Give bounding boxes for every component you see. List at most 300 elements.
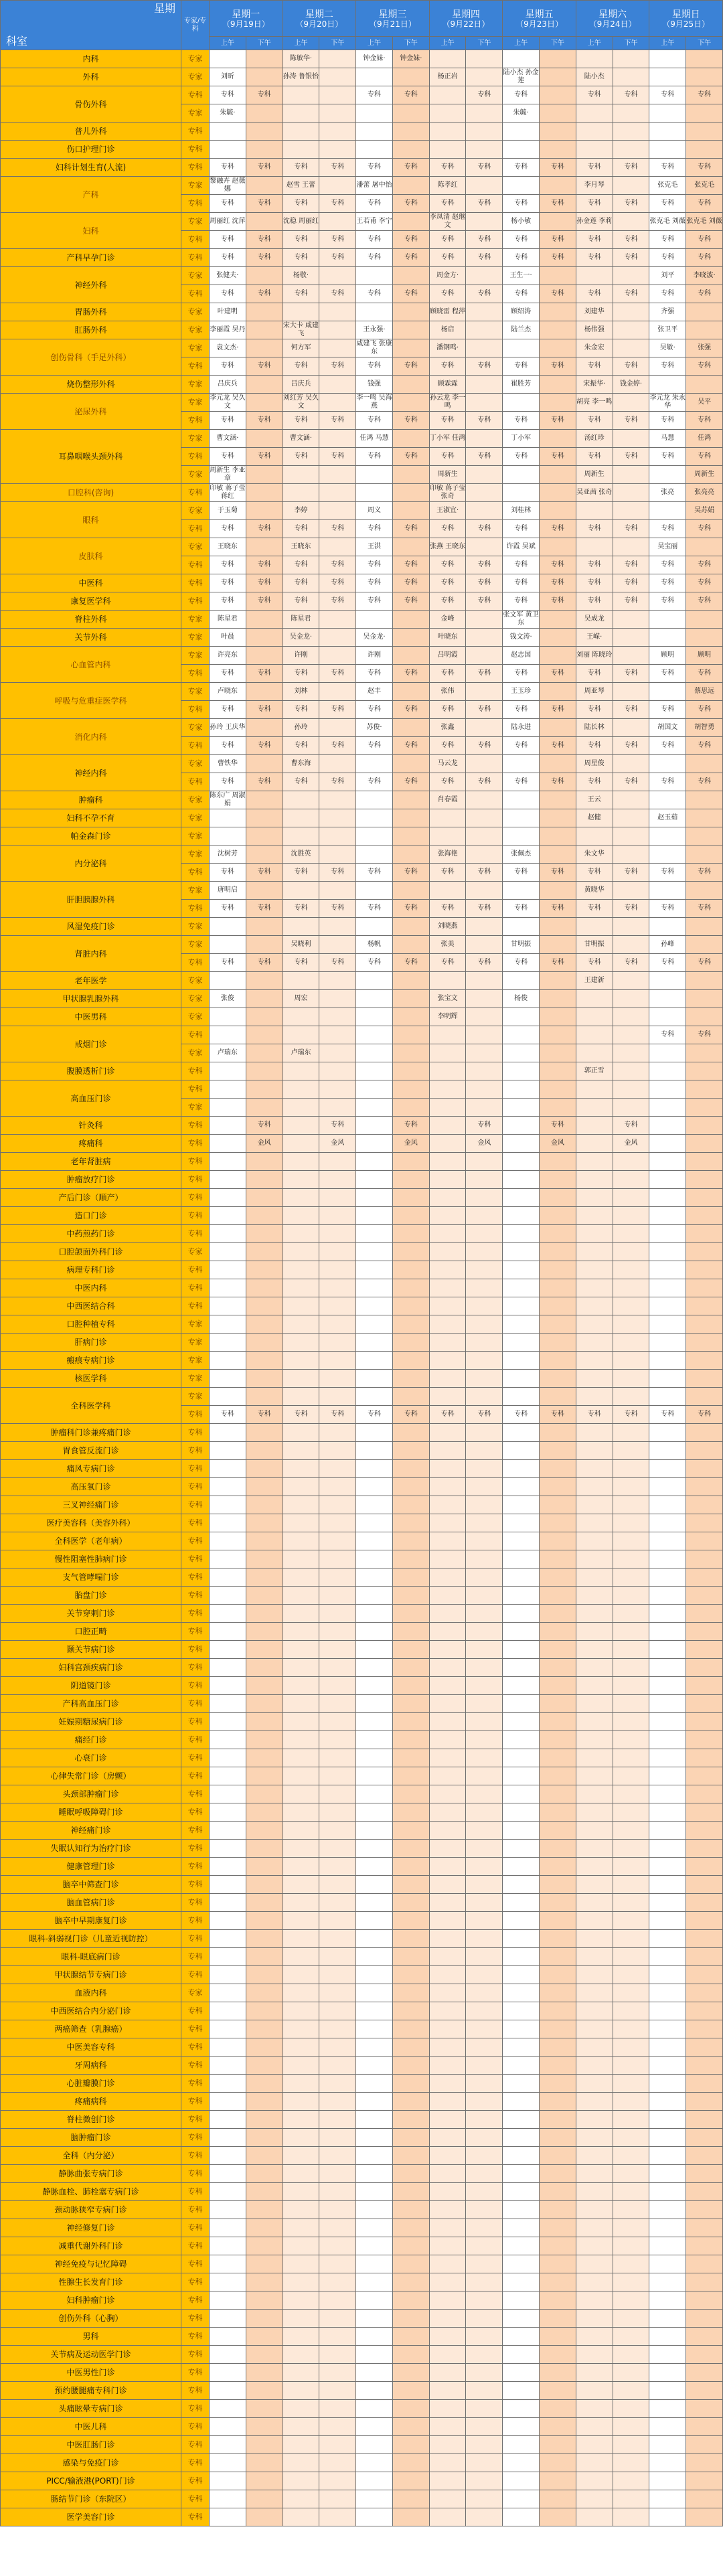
pm-slot-cell: 专科 [466,556,503,574]
pm-slot-cell [466,376,503,394]
am-slot-cell [429,1297,466,1315]
pm-slot-cell [319,1062,356,1080]
pm-slot-cell: 专科 [466,86,503,104]
pm-slot-cell [392,1623,429,1641]
schedule-row [1,2364,723,2382]
level-cell: 专科 [181,1550,210,1568]
am-slot-cell [356,1207,393,1225]
am-slot-cell [356,990,393,1008]
am-slot-cell [283,484,319,502]
pm-slot-cell [246,1243,283,1261]
level-cell: 专科 [181,2237,210,2255]
am-slot-cell: 专科 [649,412,686,430]
pm-slot-cell [540,1641,576,1659]
am-slot-cell [356,2183,393,2201]
am-slot-cell: 专科 [210,448,246,466]
pm-slot-cell [392,1858,429,1876]
pm-slot-cell [319,1785,356,1803]
pm-slot-cell [246,2490,283,2508]
pm-slot-cell [540,1062,576,1080]
pm-slot-cell [319,1153,356,1171]
level-cell: 专科 [181,285,210,303]
am-slot-cell [649,1062,686,1080]
am-slot-cell: 印敏 蒋子莹 蒋红 [210,484,246,502]
am-slot-cell: 专科 [649,1406,686,1424]
am-slot-cell [649,1659,686,1677]
schedule-row [1,755,723,773]
am-slot-cell: 专科 [429,159,466,177]
am-slot-cell [210,1948,246,1966]
dept-name-cell: 全科医学（老年病） [1,1532,181,1550]
pm-slot-cell [319,2273,356,2291]
pm-slot-cell [686,1840,723,1858]
am-slot-cell [576,2364,613,2382]
am-slot-cell [649,1605,686,1623]
am-slot-cell: 专科 [503,195,540,213]
level-cell: 专科 [181,701,210,719]
am-slot-cell [503,2002,540,2020]
dept-name-cell: 老年医学 [1,972,181,990]
level-cell: 专科 [181,1026,210,1044]
am-slot-cell [283,2057,319,2075]
pm-slot-cell [246,2075,283,2093]
pm-slot-cell: 张克毛 刘薇 [686,213,723,231]
pm-slot-cell [540,1153,576,1171]
am-slot-cell [576,1135,613,1153]
schedule-row [1,2472,723,2490]
am-slot-cell [210,1442,246,1460]
schedule-row [1,2147,723,2165]
level-cell: 专科 [181,2165,210,2183]
am-slot-cell [210,2490,246,2508]
am-slot-cell [649,791,686,809]
schedule-row [1,376,723,394]
am-slot-cell [283,1677,319,1695]
pm-slot-cell [466,2129,503,2147]
schedule-row [1,2057,723,2075]
am-slot-cell [283,1424,319,1442]
schedule-row [1,972,723,990]
am-slot-cell [649,1117,686,1135]
pm-slot-cell [613,1858,649,1876]
am-slot-cell: 沈稳 周丽红 [283,213,319,231]
pm-slot-cell: 专科 [392,195,429,213]
am-slot-cell [503,1785,540,1803]
am-slot-cell: 杨小敏 [503,213,540,231]
am-slot-cell [503,1532,540,1550]
am-slot-cell [356,2219,393,2237]
am-slot-cell [210,1189,246,1207]
dept-name-cell: 风湿免疫门诊 [1,918,181,936]
am-slot-cell [576,267,613,285]
am-slot-cell [503,2328,540,2346]
am-slot-cell: 张伟 [429,683,466,701]
am-slot-cell [503,1352,540,1370]
am-slot-cell [503,1568,540,1587]
pm-slot-cell [246,321,283,339]
am-slot-cell [649,1352,686,1370]
am-slot-cell [283,2075,319,2093]
pm-slot-cell: 专科 [686,520,723,538]
schedule-row [1,1822,723,1840]
pm-slot-cell [319,2237,356,2255]
level-cell: 专家 [181,755,210,773]
am-slot-cell [283,1442,319,1460]
am-slot-cell [283,1153,319,1171]
pm-slot-cell [466,1984,503,2002]
pm-slot-cell [392,2237,429,2255]
pm-slot-cell [686,846,723,864]
pm-slot-cell: 专科 [613,574,649,592]
am-slot-cell: 胡国文 [649,719,686,737]
am-slot-cell [503,1840,540,1858]
level-cell: 专家 [181,104,210,123]
pm-slot-cell [392,719,429,737]
pm-slot-cell [392,2057,429,2075]
am-slot-cell: 陈敏华· [283,50,319,68]
am-slot-cell: 宋振华· [576,376,613,394]
pm-slot-cell: 专科 [613,412,649,430]
pm-slot-cell [392,2201,429,2219]
pm-slot-cell [246,339,283,357]
pm-slot-cell: 专科 [246,448,283,466]
pm-slot-cell: 专科 [686,701,723,719]
am-slot-cell [429,2093,466,2111]
am-slot-cell [356,1912,393,1930]
am-slot-cell [649,1135,686,1153]
pm-slot-cell [319,2490,356,2508]
am-slot-cell: 王淑宜· [429,502,466,520]
am-slot-cell: 吴金龙· [283,629,319,647]
am-slot-cell [576,123,613,141]
am-slot-cell: 李婷 [283,502,319,520]
pm-slot-cell [686,376,723,394]
am-slot-cell: 王建新 [576,972,613,990]
pm-slot-cell [466,2382,503,2400]
am-slot-cell [649,1822,686,1840]
am-slot-cell [356,1713,393,1731]
pm-slot-cell [466,2165,503,2183]
am-slot-cell [283,2508,319,2526]
am-slot-cell [210,1659,246,1677]
pm-slot-cell [392,502,429,520]
am-slot-cell: 王晓东 [283,538,319,556]
pm-slot-cell [540,2183,576,2201]
pm-slot-cell [246,538,283,556]
am-slot-cell [283,2273,319,2291]
schedule-row [1,159,723,177]
am-slot-cell: 赵志国 [503,647,540,665]
am-slot-cell: 沈胜英 [283,846,319,864]
pm-slot-cell [319,1858,356,1876]
pm-slot-cell [540,1550,576,1568]
pm-slot-cell [613,611,649,629]
am-slot-cell [210,2201,246,2219]
pm-slot-cell [466,1026,503,1044]
pm-slot-cell: 专科 [686,1406,723,1424]
am-slot-cell [283,1297,319,1315]
am-slot-cell: 许刚 [283,647,319,665]
pm-slot-cell [540,972,576,990]
am-slot-cell [503,2057,540,2075]
am-slot-cell: 专科 [503,159,540,177]
pm-slot-cell [319,719,356,737]
am-slot-cell [356,303,393,321]
am-slot-cell [649,1767,686,1785]
dept-name-cell: 中医美容专科 [1,2038,181,2057]
am-slot-cell [503,1243,540,1261]
level-cell: 专科 [181,484,210,502]
am-slot-cell: 专科 [503,1406,540,1424]
pm-slot-cell: 张克毛 [686,177,723,195]
pm-slot-cell [466,1713,503,1731]
pm-slot-cell [466,2002,503,2020]
am-slot-cell [649,1984,686,2002]
pm-slot-cell [466,1478,503,1496]
am-slot-cell [283,2129,319,2147]
am-slot-cell [356,2328,393,2346]
pm-slot-cell [466,2057,503,2075]
pm-slot-cell [246,1225,283,1243]
am-slot-cell [429,2328,466,2346]
pm-header: 下午 [246,37,283,50]
am-slot-cell [649,1243,686,1261]
am-slot-cell [356,2002,393,2020]
pm-slot-cell: 专科 [246,574,283,592]
pm-slot-cell [613,1496,649,1514]
am-slot-cell [283,882,319,900]
am-slot-cell [356,2201,393,2219]
pm-slot-cell [466,647,503,665]
am-slot-cell [210,1785,246,1803]
pm-slot-cell [686,1930,723,1948]
am-slot-cell [576,1912,613,1930]
pm-slot-cell [540,2436,576,2454]
pm-slot-cell [392,2364,429,2382]
dept-name-cell: 甲状腺乳腺外科 [1,990,181,1008]
pm-slot-cell [246,2038,283,2057]
am-slot-cell [576,1767,613,1785]
am-slot-cell: 马慧 [649,430,686,448]
schedule-row [1,1605,723,1623]
pm-slot-cell: 专科 [246,195,283,213]
pm-slot-cell [319,267,356,285]
pm-slot-cell [319,1948,356,1966]
level-cell: 专科 [181,412,210,430]
pm-slot-cell [540,2057,576,2075]
schedule-row [1,1532,723,1550]
level-cell: 专科 [181,2038,210,2057]
am-slot-cell [356,809,393,827]
dept-name-cell: 老年肾脏病 [1,1153,181,1171]
am-slot-cell: 专科 [429,900,466,918]
am-slot-cell [503,2472,540,2490]
am-slot-cell [503,1261,540,1279]
am-slot-cell [210,1532,246,1550]
am-slot-cell [649,918,686,936]
pm-slot-cell [319,918,356,936]
dept-name-cell: 神经内科 [1,755,181,791]
dept-name-cell: 痛经门诊 [1,1731,181,1749]
pm-slot-cell [392,267,429,285]
pm-header: 下午 [613,37,649,50]
am-slot-cell [356,2472,393,2490]
am-slot-cell [576,1587,613,1605]
am-slot-cell [576,918,613,936]
am-slot-cell [503,1008,540,1026]
pm-slot-cell [246,2328,283,2346]
am-slot-cell [503,2093,540,2111]
pm-slot-cell [466,538,503,556]
pm-slot-cell [466,1261,503,1279]
pm-slot-cell [319,1460,356,1478]
pm-slot-cell: 专科 [466,701,503,719]
pm-slot-cell [540,1514,576,1532]
pm-slot-cell [319,466,356,484]
am-slot-cell [283,1352,319,1370]
am-slot-cell [429,1279,466,1297]
am-slot-cell [576,1099,613,1117]
dept-name-cell: 口腔正畸 [1,1623,181,1641]
am-slot-cell: 李元龙 吴久文 [210,394,246,412]
schedule-row [1,2129,723,2147]
schedule-row [1,394,723,412]
pm-slot-cell [392,936,429,954]
pm-slot-cell [319,2129,356,2147]
am-slot-cell [649,1153,686,1171]
pm-slot-cell [686,1948,723,1966]
am-slot-cell: 吴敏· [649,339,686,357]
dept-name-cell: 中医男性门诊 [1,2364,181,2382]
pm-slot-cell [686,1894,723,1912]
am-slot-cell [576,1785,613,1803]
am-slot-cell [356,1243,393,1261]
pm-slot-cell: 专科 [466,231,503,249]
pm-slot-cell [466,1243,503,1261]
dept-name-cell: 全科（内分泌） [1,2147,181,2165]
pm-slot-cell [319,1334,356,1352]
pm-slot-cell [466,1605,503,1623]
am-slot-cell: 专科 [649,900,686,918]
pm-slot-cell [246,1062,283,1080]
dept-name-cell: 肝病门诊 [1,1334,181,1352]
am-slot-cell [576,2237,613,2255]
am-slot-cell [283,1261,319,1279]
pm-slot-cell [613,1966,649,1984]
pm-slot-cell [466,1568,503,1587]
am-slot-cell [210,1261,246,1279]
am-slot-cell: 曹文涵· [283,430,319,448]
am-slot-cell [649,104,686,123]
am-slot-cell [429,2273,466,2291]
pm-slot-cell [392,1171,429,1189]
pm-slot-cell [540,1388,576,1406]
pm-slot-cell: 专科 [613,285,649,303]
pm-slot-cell [246,1424,283,1442]
am-slot-cell [649,68,686,86]
pm-slot-cell: 专科 [613,737,649,755]
pm-slot-cell [246,50,283,68]
pm-slot-cell [686,538,723,556]
pm-slot-cell [540,1225,576,1243]
pm-slot-cell [540,538,576,556]
pm-slot-cell [686,1044,723,1062]
am-slot-cell: 专科 [649,285,686,303]
am-slot-cell: 金峰 [429,611,466,629]
am-slot-cell [429,2183,466,2201]
pm-slot-cell [246,1388,283,1406]
am-slot-cell [283,1767,319,1785]
am-slot-cell [503,1370,540,1388]
pm-slot-cell [319,1695,356,1713]
pm-slot-cell [392,1930,429,1948]
am-slot-cell [503,1099,540,1117]
am-slot-cell: 专科 [210,231,246,249]
am-slot-cell [210,2093,246,2111]
am-slot-cell [210,1966,246,1984]
am-slot-cell [283,1659,319,1677]
pm-slot-cell [246,1370,283,1388]
am-slot-cell [283,1966,319,1984]
pm-slot-cell [540,2291,576,2310]
am-slot-cell [283,2400,319,2418]
pm-slot-cell [246,502,283,520]
pm-slot-cell [319,1044,356,1062]
dept-name-cell: 普儿外科 [1,123,181,141]
dept-name-cell: 口腔科(咨询) [1,484,181,502]
pm-slot-cell [540,2075,576,2093]
pm-slot-cell [319,1370,356,1388]
level-header: 专家/专科 [181,1,210,50]
level-cell: 专科 [181,2400,210,2418]
am-slot-cell [283,1568,319,1587]
am-slot-cell: 张燕 王晓东 [429,538,466,556]
am-slot-cell [356,1297,393,1315]
am-slot-cell [576,1279,613,1297]
pm-slot-cell [686,1117,723,1135]
pm-slot-cell [319,1099,356,1117]
pm-slot-cell: 金风 [392,1135,429,1153]
am-slot-cell [356,1587,393,1605]
level-cell: 专科 [181,574,210,592]
level-cell: 专科 [181,2147,210,2165]
am-slot-cell [503,1189,540,1207]
am-slot-cell [503,791,540,809]
pm-slot-cell [246,1189,283,1207]
pm-slot-cell [540,1659,576,1677]
pm-slot-cell [246,1623,283,1641]
dept-name-cell: 头颈部肿瘤门诊 [1,1785,181,1803]
pm-slot-cell [540,1099,576,1117]
pm-slot-cell [392,972,429,990]
dept-name-cell: 脊柱外科 [1,611,181,629]
pm-slot-cell: 专科 [540,357,576,376]
am-slot-cell [283,1171,319,1189]
pm-slot-cell [466,430,503,448]
pm-slot-cell [319,2400,356,2418]
pm-slot-cell [540,791,576,809]
pm-slot-cell [540,2219,576,2237]
level-cell: 专科 [181,556,210,574]
pm-slot-cell [613,1641,649,1659]
am-slot-cell: 顾晓雷 程萍 [429,303,466,321]
pm-slot-cell [686,2382,723,2400]
pm-slot-cell: 专科 [246,357,283,376]
pm-slot-cell [319,141,356,159]
dept-name-cell: 消化内科 [1,719,181,755]
pm-slot-cell: 专科 [540,520,576,538]
pm-slot-cell [540,1785,576,1803]
